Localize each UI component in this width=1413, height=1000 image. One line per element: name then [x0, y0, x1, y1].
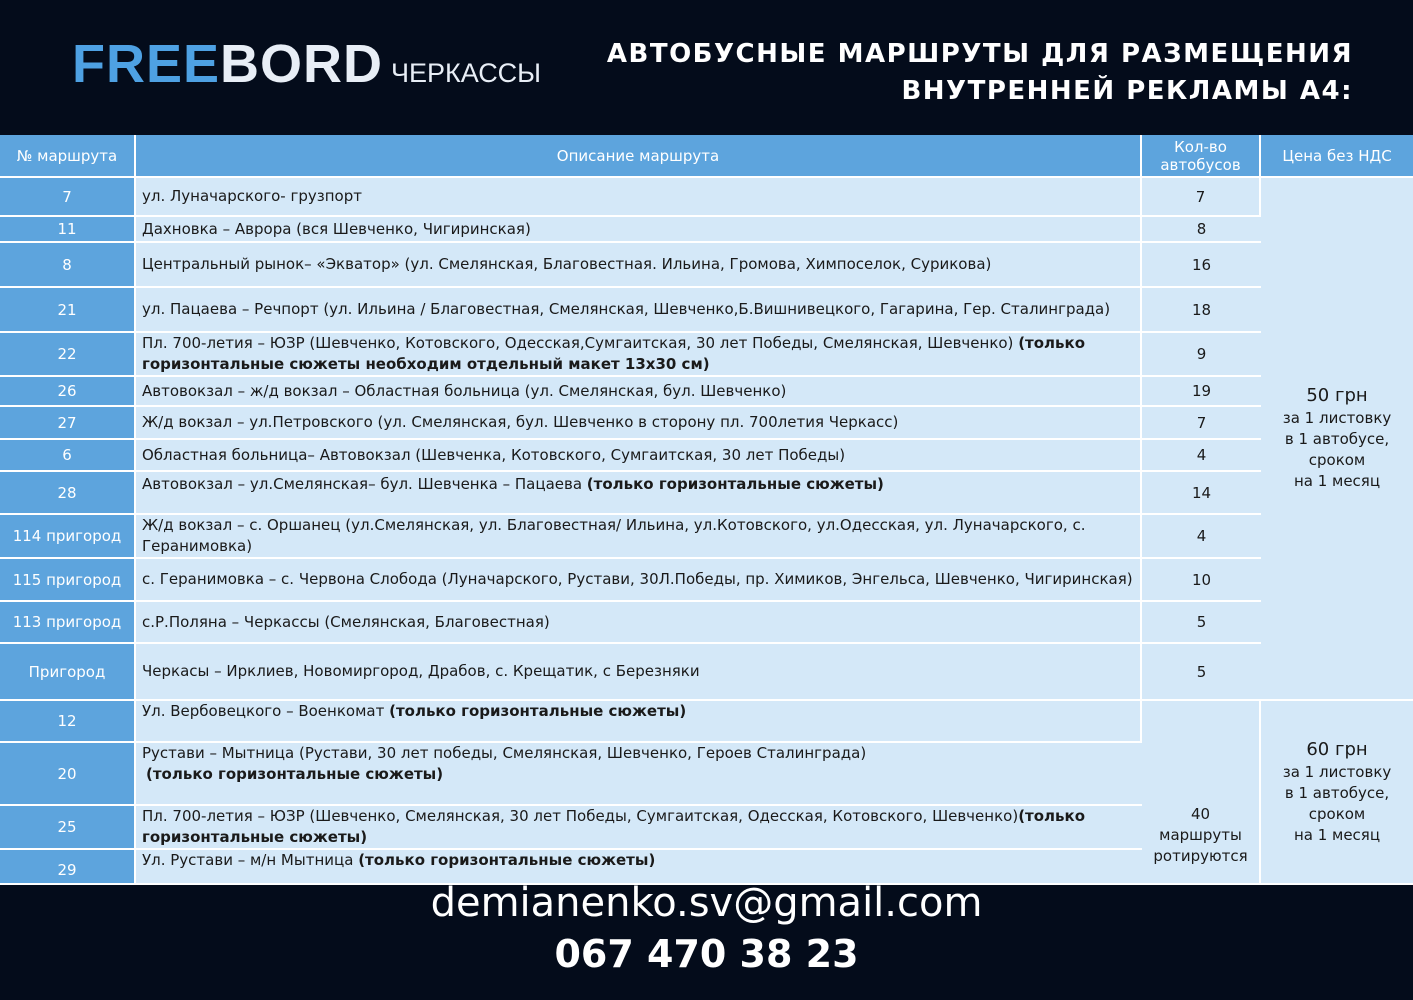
table-row	[0, 178, 1413, 217]
bus-count: 7	[1142, 178, 1261, 217]
route-description-text: Пл. 700-летия – ЮЗР (Шевченко, Смелянская, 30 лет Победы, Сумгаитская, Одесская, Котовского, Шевченко)	[142, 807, 1019, 825]
contact-phone[interactable]: 067 470 38 23	[554, 932, 859, 976]
route-number: 29	[0, 850, 136, 885]
price-note-line2: в 1 автобусе,	[1284, 783, 1390, 802]
route-description-text: Областная больница– Автовокзал (Шевченка, Котовского, Сумгаитская, 30 лет Победы)	[142, 445, 846, 464]
table-row	[0, 243, 1413, 288]
route-description	[136, 407, 1142, 440]
table-row	[0, 377, 1413, 407]
route-description-note: (только горизонтальные сюжеты)	[142, 807, 1085, 846]
route-description-text: с.Р.Поляна – Черкассы (Смелянская, Благовестная)	[142, 612, 550, 631]
route-description	[136, 217, 1142, 243]
bus-count: 4	[1142, 515, 1261, 559]
route-description-text: Центральный рынок– «Экватор» (ул. Смелянская, Благовестная. Ильина, Громова, Химпоселок, Сурикова)	[142, 255, 992, 273]
header	[0, 0, 1413, 133]
route-description-note: (только горизонтальные сюжеты)	[586, 475, 884, 493]
route-number: 113 пригород	[0, 602, 136, 644]
route-number: 26	[0, 377, 136, 407]
route-description	[136, 701, 1142, 743]
route-description-text: Автовокзал – ул.Смелянская– бул. Шевченка – Пацаева	[142, 475, 587, 493]
price-cell-group1	[1261, 178, 1413, 701]
routes-table	[0, 135, 1413, 885]
bus-count: 18	[1142, 288, 1261, 333]
col-header-count-line1: Кол-во	[1174, 137, 1227, 156]
col-header-count-line2: автобусов	[1160, 155, 1241, 174]
logo-free-text: FREE	[72, 34, 221, 94]
price-note-line4: на 1 месяц	[1293, 825, 1381, 844]
route-number: 28	[0, 472, 136, 515]
table-row	[0, 407, 1413, 440]
logo-bord-text: BORD	[220, 34, 384, 94]
contact-email[interactable]: demianenko.sv@gmail.com	[430, 880, 983, 926]
table-row	[0, 288, 1413, 333]
price-amount: 60 грн	[1306, 738, 1368, 760]
bus-count: 9	[1142, 333, 1261, 377]
table-row	[0, 440, 1413, 472]
bus-count: 10	[1142, 559, 1261, 602]
bus-count-group2-line1: 40	[1190, 805, 1211, 823]
bus-count: 19	[1142, 377, 1261, 407]
route-description-text: Ж/д вокзал – ул.Петровского (ул. Смелянская, бул. Шевченко в сторону пл. 700летия Черкасс)	[142, 413, 899, 431]
logo-city-text: ЧЕРКАССЫ	[391, 58, 542, 88]
col-header-price: Цена без НДС	[1261, 135, 1413, 178]
route-description	[136, 377, 1142, 407]
route-description-text: Дахновка – Аврора (вся Шевченко, Чигиринская)	[142, 219, 531, 238]
route-number: 27	[0, 407, 136, 440]
route-description	[136, 559, 1142, 602]
route-description	[136, 644, 1142, 701]
route-number: 6	[0, 440, 136, 472]
route-number: 114 пригород	[0, 515, 136, 559]
price-amount: 50 грн	[1306, 385, 1368, 406]
route-description-text: Автовокзал – ж/д вокзал – Областная больница (ул. Смелянская, бул. Шевченко)	[142, 381, 787, 400]
route-number: 8	[0, 243, 136, 288]
route-description-text: ул. Луначарского- грузпорт	[142, 187, 362, 205]
route-description-text: Рустави – Мытница (Рустави, 30 лет победы, Смелянская, Шевченко, Героев Сталинграда)	[142, 744, 867, 762]
price-note-line1: за 1 листовку	[1282, 409, 1392, 427]
bus-count-group2	[1142, 701, 1261, 885]
route-description-note: (только горизонтальные сюжеты необходим отдельный макет 13х30 см)	[142, 334, 1085, 373]
route-number: 20	[0, 743, 136, 806]
route-description	[136, 333, 1142, 377]
route-description-note: (только горизонтальные сюжеты)	[389, 702, 687, 720]
route-description-text: ул. Пацаева – Речпорт (ул. Ильина / Благовестная, Смелянская, Шевченко,Б.Вишнивецкого, Гагарина, Гер. Сталинграда)	[142, 300, 1111, 318]
bus-count: 14	[1142, 472, 1261, 515]
route-number: 21	[0, 288, 136, 333]
route-description-note: (только горизонтальные сюжеты)	[358, 851, 656, 869]
footer-contacts	[0, 880, 1413, 1000]
route-number: 11	[0, 217, 136, 243]
route-number: Пригород	[0, 644, 136, 701]
route-number: 12	[0, 701, 136, 743]
bus-count: 5	[1142, 644, 1261, 701]
freebord-logo	[72, 33, 541, 95]
route-description-note: (только горизонтальные сюжеты)	[146, 765, 444, 783]
col-header-description: Описание маршрута	[136, 135, 1142, 178]
route-description	[136, 288, 1142, 333]
table-row	[0, 515, 1413, 559]
route-description-text: Ул. Вербовецкого – Военкомат	[142, 702, 390, 720]
route-description	[136, 515, 1142, 559]
col-header-count	[1142, 135, 1261, 178]
table-row	[0, 701, 1413, 743]
route-description	[136, 243, 1142, 288]
page-title	[607, 36, 1353, 110]
price-note-line3: сроком	[1308, 451, 1366, 469]
col-header-route: № маршрута	[0, 135, 136, 178]
table-row	[0, 217, 1413, 243]
bus-count: 8	[1142, 217, 1261, 243]
price-note-line2: в 1 автобусе,	[1284, 430, 1390, 448]
route-description-text: Ж/д вокзал – с. Оршанец (ул.Смелянская, ул. Благовестная/ Ильина, ул.Котовского, ул.Одесская, ул. Луначарского, с. Геранимовка)	[142, 516, 1086, 555]
route-number: 22	[0, 333, 136, 377]
route-description-text: Пл. 700-летия – ЮЗР (Шевченко, Котовского, Одесская,Сумгаитская, 30 лет Победы, Смелянская, Шевченко)	[142, 334, 1019, 352]
route-description	[136, 472, 1142, 515]
route-number: 115 пригород	[0, 559, 136, 602]
route-number: 25	[0, 806, 136, 850]
table-row	[0, 559, 1413, 602]
page-title-line2: ВНУТРЕННЕЙ РЕКЛАМЫ А4:	[901, 76, 1353, 106]
table-row	[0, 644, 1413, 701]
route-description-text: с. Геранимовка – с. Червона Слобода (Луначарского, Рустави, 30Л.Победы, пр. Химиков, Энгельса, Шевченко, Чигиринская)	[142, 570, 1133, 588]
route-description-text: Черкасы – Ирклиев, Новомиргород, Драбов, с. Крещатик, с Березняки	[142, 662, 700, 680]
price-note-line3: сроком	[1308, 804, 1366, 823]
price-note-line4: на 1 месяц	[1293, 472, 1381, 490]
bus-count: 16	[1142, 243, 1261, 288]
bus-count-group2-line2: маршруты	[1159, 826, 1242, 844]
table-header-row	[0, 135, 1413, 178]
table-row	[0, 333, 1413, 377]
route-number: 7	[0, 178, 136, 217]
route-description	[136, 178, 1142, 217]
bus-count: 4	[1142, 440, 1261, 472]
page-title-line1: АВТОБУСНЫЕ МАРШРУТЫ ДЛЯ РАЗМЕЩЕНИЯ	[606, 39, 1353, 69]
bus-count: 5	[1142, 602, 1261, 644]
route-description	[136, 806, 1142, 850]
table-row	[0, 472, 1413, 515]
bus-count-group2-line3: ротируются	[1153, 847, 1248, 865]
route-description-text: Ул. Рустави – м/н Мытница	[142, 851, 359, 869]
route-description	[136, 440, 1142, 472]
price-note-line1: за 1 листовку	[1282, 762, 1392, 781]
bus-count: 7	[1142, 407, 1261, 440]
table-row	[0, 602, 1413, 644]
price-cell-group2	[1261, 701, 1413, 885]
route-description	[136, 602, 1142, 644]
route-description	[136, 743, 1142, 806]
